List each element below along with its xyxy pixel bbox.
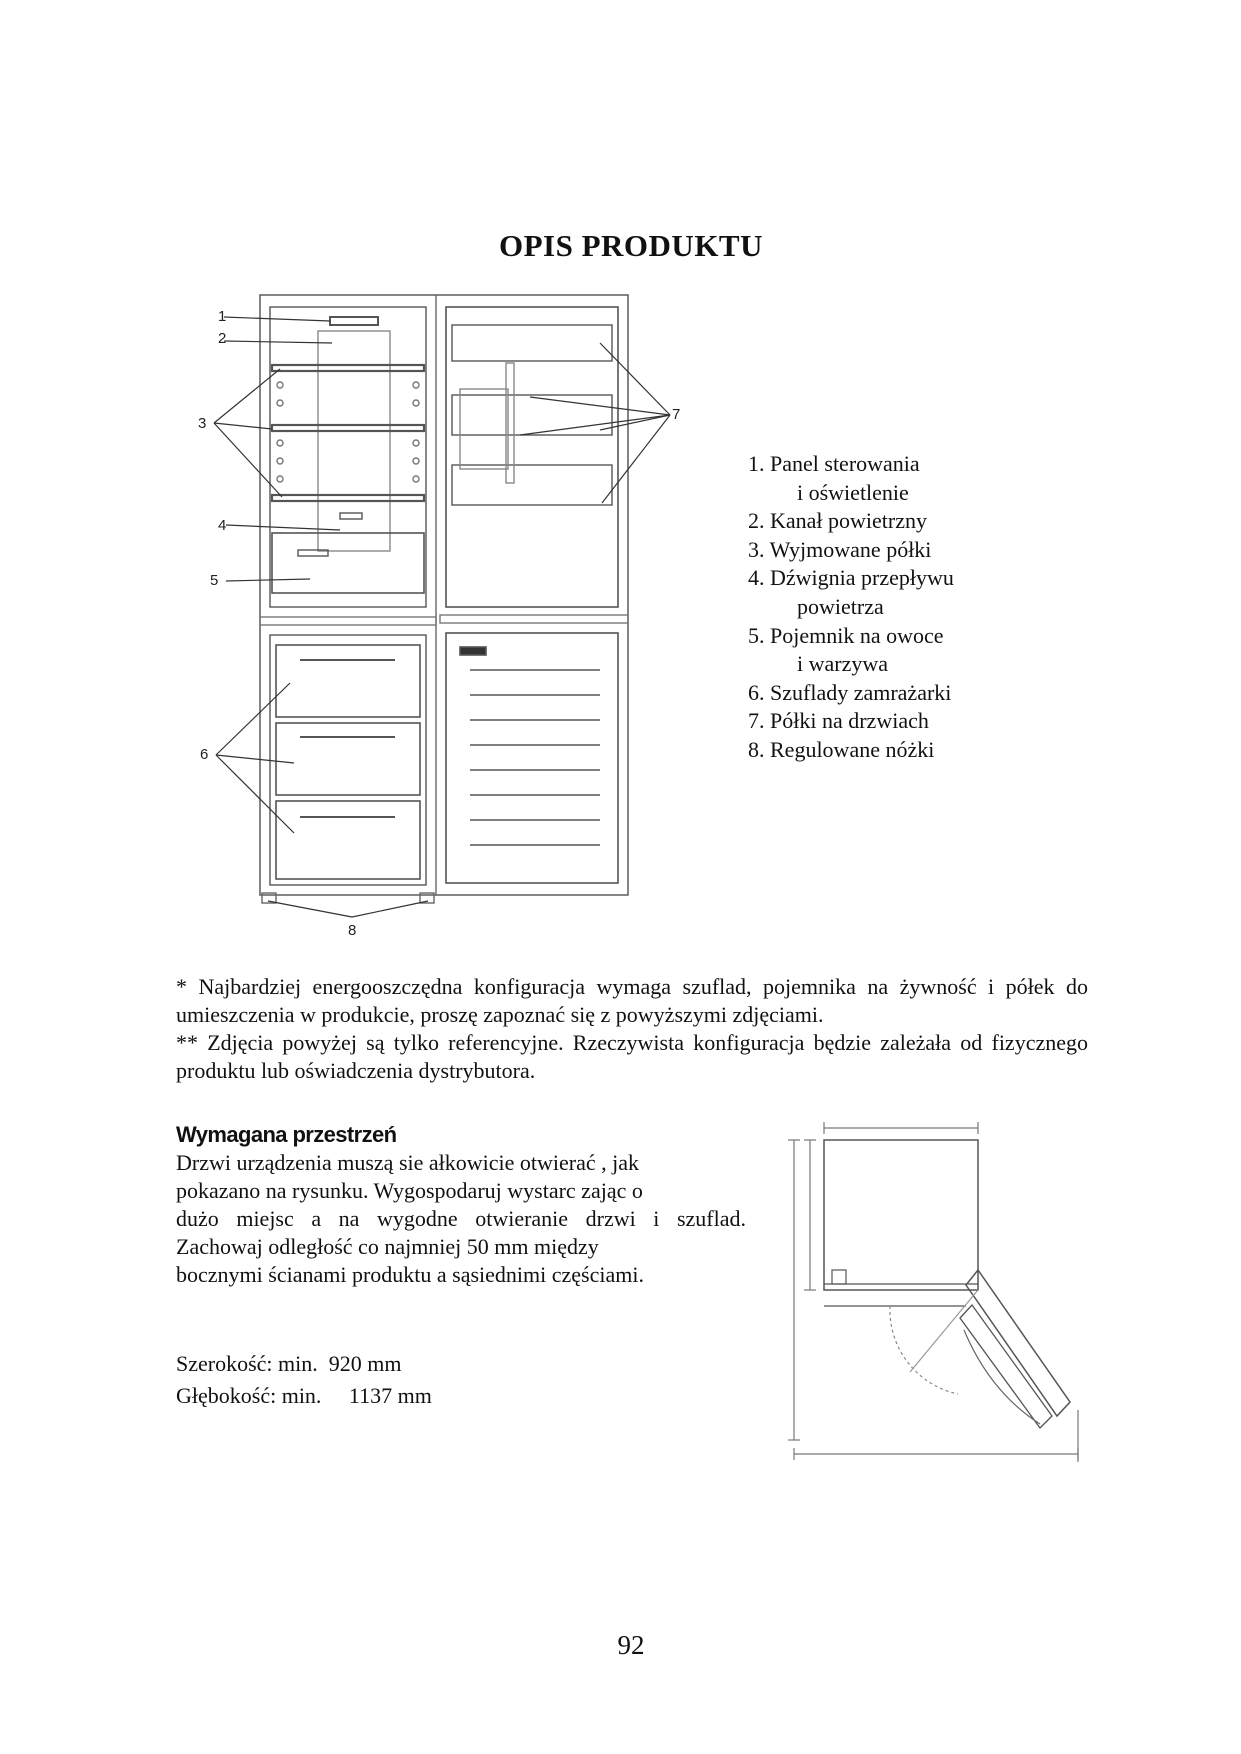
legend-item	[748, 622, 954, 679]
callout-6: 6	[200, 746, 209, 763]
min-width: Szerokość: min. 920 mm	[176, 1351, 402, 1376]
legend-item-label: 7. Półki na drzwiach	[748, 708, 929, 734]
legend-item	[748, 736, 954, 765]
text-line: Drzwi urządzenia muszą sie ałkowicie otwierać , jak	[176, 1150, 640, 1175]
legend-item-label: 6. Szuflady zamrażarki	[748, 679, 952, 705]
legend-item	[748, 679, 954, 708]
required-space-text	[176, 1149, 746, 1289]
callout-7: 7	[672, 406, 681, 423]
text-line: bocznymi ścianami produktu a sąsiednimi częściami.	[176, 1262, 644, 1287]
legend-item-label: 4. Dźwignia przepływu	[748, 565, 954, 591]
callout-5: 5	[210, 572, 219, 589]
note-energy: * Najbardziej energooszczędna konfiguracja wymaga szuflad, pojemnika na żywność i półek do umieszczenia w produkcie, proszę zapoznać się z powyższymi zdjęciami.	[176, 974, 1088, 1027]
legend-item-label: 3. Wyjmowane półki	[748, 536, 932, 562]
text-line: dużo miejsc a na wygodne otwieranie drzwi i szuflad.	[176, 1206, 746, 1231]
legend-item-label: 5. Pojemnik na owoce	[748, 622, 944, 648]
notes	[176, 973, 1088, 1085]
door-clearance-drawing	[772, 1110, 1092, 1470]
note-reference: ** Zdjęcia powyżej są tylko referencyjne. Rzeczywista konfiguracja będzie zależała od fizycznego produktu lub oświadczenia dystrybutora.	[176, 1030, 1088, 1083]
legend-item-label: 1. Panel sterowania	[748, 451, 920, 476]
legend-item-label: 8. Regulowane nóżki	[748, 736, 935, 762]
legend-item	[748, 507, 954, 536]
parts-legend	[748, 450, 954, 765]
page-title: OPIS PRODUKTU	[499, 228, 763, 263]
min-depth: Głębokość: min. 1137 mm	[176, 1383, 432, 1408]
fridge-diagram	[190, 285, 710, 945]
legend-item	[748, 536, 954, 565]
callout-8: 8	[348, 922, 357, 939]
minimum-dimensions	[176, 1348, 432, 1412]
callout-2: 2	[218, 330, 227, 347]
legend-item-continuation: powietrza	[797, 593, 884, 619]
legend-item	[748, 450, 954, 507]
legend-item	[748, 707, 954, 736]
callout-3: 3	[198, 415, 207, 432]
legend-item	[748, 564, 954, 621]
required-space-heading: Wymagana przestrzeń	[176, 1122, 397, 1147]
legend-item-continuation: i oświetlenie	[797, 479, 909, 505]
text-line: pokazano na rysunku. Wygospodaruj wystarc zając o	[176, 1178, 643, 1203]
text-line: Zachowaj odległość co najmniej 50 mm między	[176, 1234, 599, 1259]
page-number: 92	[617, 1630, 645, 1660]
callout-4: 4	[218, 517, 227, 534]
callout-1: 1	[218, 308, 227, 325]
legend-item-label: 2. Kanał powietrzny	[748, 508, 927, 534]
legend-item-continuation: i warzywa	[797, 651, 889, 677]
